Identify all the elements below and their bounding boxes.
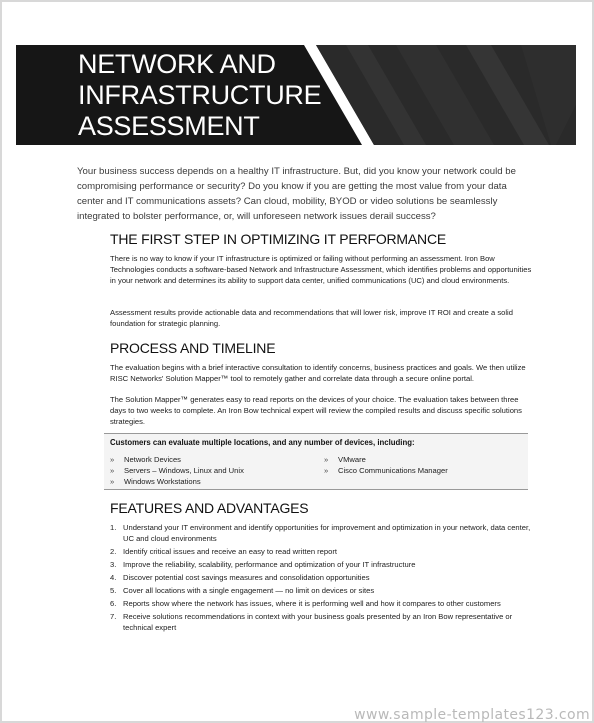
title-line-3: ASSESSMENT [78, 111, 260, 141]
process-paragraph-1: The evaluation begins with a brief interactive consultation to identify concerns, business practices and goals. We then utilize RISC Networks' Solution Mapper™ tool to remotely gather and correlate data through a secure online portal. [110, 363, 526, 383]
list-item: 4. Discover potential cost savings measures and consolidation opportunities [110, 573, 370, 582]
list-item: » VMware [324, 455, 366, 464]
list-item: » Servers – Windows, Linux and Unix [110, 466, 244, 475]
features-list [110, 522, 535, 635]
intro-paragraph: Your business success depends on a healthy IT infrastructure. But, did you know your network could be compromising performance or security? Do you know if you are getting the most value from your data center and IT communications assets? Can cloud, mobility, BYOD or video solutions be seamlessly integrated to bolster performance, or, will unforeseen network issues derail success? [77, 166, 516, 222]
section-heading-process: PROCESS AND TIMELINE [110, 340, 276, 356]
list-item: 7. Receive solutions recommendations in context with your business goals presented by an Iron Bow representative or technical expert [110, 612, 513, 632]
list-item: 3. Improve the reliability, scalability, performance and optimization of your IT infrastructure [110, 560, 416, 569]
list-item: 2. Identify critical issues and receive an easy to read written report [110, 547, 337, 556]
section-heading-first-step: THE FIRST STEP IN OPTIMIZING IT PERFORMANCE [110, 231, 446, 247]
list-item: » Cisco Communications Manager [324, 466, 448, 475]
list-item: 5. Cover all locations with a single engagement — no limit on devices or sites [110, 586, 375, 595]
title-line-2: INFRASTRUCTURE [78, 80, 322, 110]
first-step-paragraph-1: There is no way to know if your IT infrastructure is optimized or failing without performing an assessment. Iron Bow Technologies conducts a software-based Network and Infrastructure Assessment, which identifies problems and opportunities in your network and determines its ability to support data center, unified communications (UC) and cloud environments. [110, 254, 532, 285]
first-step-paragraph-2: Assessment results provide actionable data and recommendations that will lower risk, improve IT ROI and create a solid foundation for strategic planning. [110, 308, 513, 328]
title-banner [16, 45, 576, 145]
title-line-1: NETWORK AND [78, 49, 276, 79]
section-heading-features: FEATURES AND ADVANTAGES [110, 500, 309, 516]
site-watermark: www.sample-templates123.com [354, 707, 590, 723]
devices-callout-box [104, 433, 528, 490]
document-title [78, 49, 321, 142]
list-item: » Windows Workstations [110, 477, 201, 486]
process-paragraph-2: The Solution Mapper™ generates easy to read reports on the devices of your choice. The evaluation takes between three days to two weeks to complete. An Iron Bow technical expert will review the compiled results and discuss specific solutions strategies. [110, 395, 522, 426]
list-item: 1. Understand your IT environment and identify opportunities for improvement and optimization in your network, data center, UC and cloud environments [110, 523, 531, 543]
callout-heading: Customers can evaluate multiple locations, and any number of devices, including: [110, 438, 415, 447]
callout-list-right [324, 454, 448, 476]
callout-list-left [110, 454, 244, 487]
list-item: » Network Devices [110, 455, 181, 464]
list-item: 6. Reports show where the network has issues, where it is performing well and how it compares to other customers [110, 599, 501, 608]
